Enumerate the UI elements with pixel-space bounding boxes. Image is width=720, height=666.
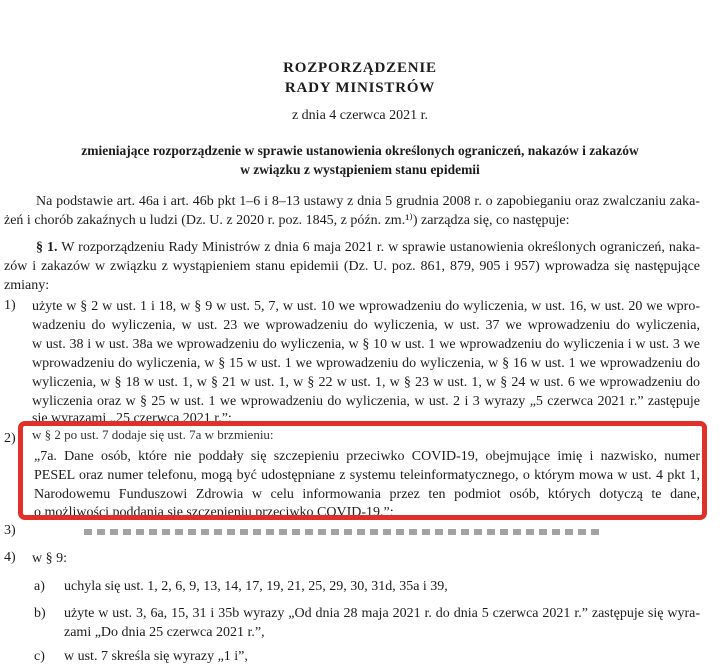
item-1-number: 1)	[4, 298, 16, 313]
item-1-line: się wyrazami „25 czerwca 2021 r.”;	[32, 411, 232, 426]
item-3-number: 3)	[4, 523, 16, 538]
item-4b-label: b)	[34, 606, 46, 621]
section-1-line: zmiany:	[4, 278, 50, 293]
quoted-provision-line: o możliwości poddania się szczepieniu przeciwko COVID-19.”;	[34, 505, 394, 520]
preamble-line: Na podstawie art. 46a i art. 46b pkt 1–6 i 8–13 ustawy z dnia 5 grudnia 2008 r. o zapobieganiu oraz zwalczaniu zaka-	[36, 194, 700, 209]
issuer-title: RADY MINISTRÓW	[284, 80, 436, 96]
item-4b-line: użyte w ust. 3, 6a, 15, 31 i 35b wyrazy „Od dnia 28 maja 2021 r. do dnia 5 czerwca 2021 r.” zastępuje się wyra-	[64, 606, 700, 621]
item-4-number: 4)	[4, 550, 16, 565]
item-4c-text: w ust. 7 skreśla się wyrazy „1 i”,	[64, 649, 248, 664]
item-2-number: 2)	[4, 431, 16, 446]
item-2-header: w § 2 po ust. 7 dodaje się ust. 7a w brzmieniu:	[32, 427, 274, 442]
section-1-line: zów i zakazów w związku z wystąpieniem stanu epidemii (Dz. U. poz. 861, 879, 905 i 957) wprowadza się następujące	[4, 259, 700, 274]
section-1-text: W rozporządzeniu Rady Ministrów z dnia 6 maja 2021 r. w sprawie ustanowienia określonych ograniczeń, naka-	[61, 240, 701, 255]
preamble-line: żeń i chorób zakaźnych u ludzi (Dz. U. z 2020 r. poz. 1845, z późn. zm.¹⁾) zarządza się, co następuje:	[4, 213, 570, 228]
item-1-line: wadzeniu do wyliczenia, w ust. 23 we wprowadzeniu do wyliczenia, w ust. 37 we wprowadzeniu do wyliczenia,	[32, 318, 700, 333]
quoted-provision-line: PESEL oraz numer telefonu, mogą być udostępniane z systemu teleinformatycznego, o którym mowa w ust. 4 pkt 1,	[34, 468, 700, 483]
item-1-line: wprowadzeniu do wyliczenia, w § 15 w ust. 1 we wprowadzeniu do wyliczenia, w § 16 w ust. 1 we wprowadzeniu do	[32, 356, 700, 371]
subject-line-1: zmieniające rozporządzenie w sprawie ustanowienia określonych ograniczeń, nakazów i zakazów	[81, 143, 639, 158]
document-date: z dnia 4 czerwca 2021 r.	[291, 108, 429, 123]
item-1-line: użyte w § 2 w ust. 1 i 18, w § 9 w ust. 5, 7, w ust. 10 we wprowadzeniu do wyliczenia, w ust. 16, w ust. 20 we wpro-	[32, 299, 700, 314]
subject-line-2: w związku z wystąpieniem stanu epidemii	[240, 162, 480, 177]
section-1-line	[36, 239, 700, 257]
item-4c-label: c)	[34, 649, 45, 664]
item-4a-label: a)	[34, 579, 45, 594]
quoted-provision-line: „7a. Dane osób, które nie poddały się szczepieniu przeciwko COVID-19, obejmujące imię i nazwisko, numer	[34, 449, 700, 464]
item-1-line: wyliczenia, w § 18 w ust. 1, w § 21 w ust. 1, w § 22 w ust. 1, w § 23 w ust. 1, w § 24 w ust. 6 we wprowadzeniu do	[32, 375, 700, 390]
item-1-line: wyliczenia oraz w § 25 w ust. 1 we wprowadzeniu do wyliczenia, w ust. 2 i 3 wyrazy „5 czerwca 2021 r.” zastępuje	[32, 394, 700, 409]
item-4b-line: zami „Do dnia 25 czerwca 2021 r.”,	[64, 625, 265, 640]
quoted-provision-line: Narodowemu Funduszowi Zdrowia w celu informowania przez ten podmiot osób, których dotyczą te dane,	[34, 487, 700, 502]
item-1-line: w ust. 38 i w ust. 38a we wprowadzeniu do wyliczenia, w § 10 w ust. 1 we wprowadzeniu do wyliczenia i w ust. 3 we	[32, 337, 700, 352]
section-1-label: § 1.	[36, 240, 58, 255]
highlight-frame	[18, 421, 707, 520]
item-4a-text: uchyla się ust. 1, 2, 6, 9, 13, 14, 17, 19, 21, 25, 29, 30, 31d, 35a i 39,	[64, 579, 448, 594]
item-4-header: w § 9:	[32, 551, 67, 566]
document-title: ROZPORZĄDZENIE	[283, 60, 437, 76]
obscured-text-line	[84, 529, 604, 535]
